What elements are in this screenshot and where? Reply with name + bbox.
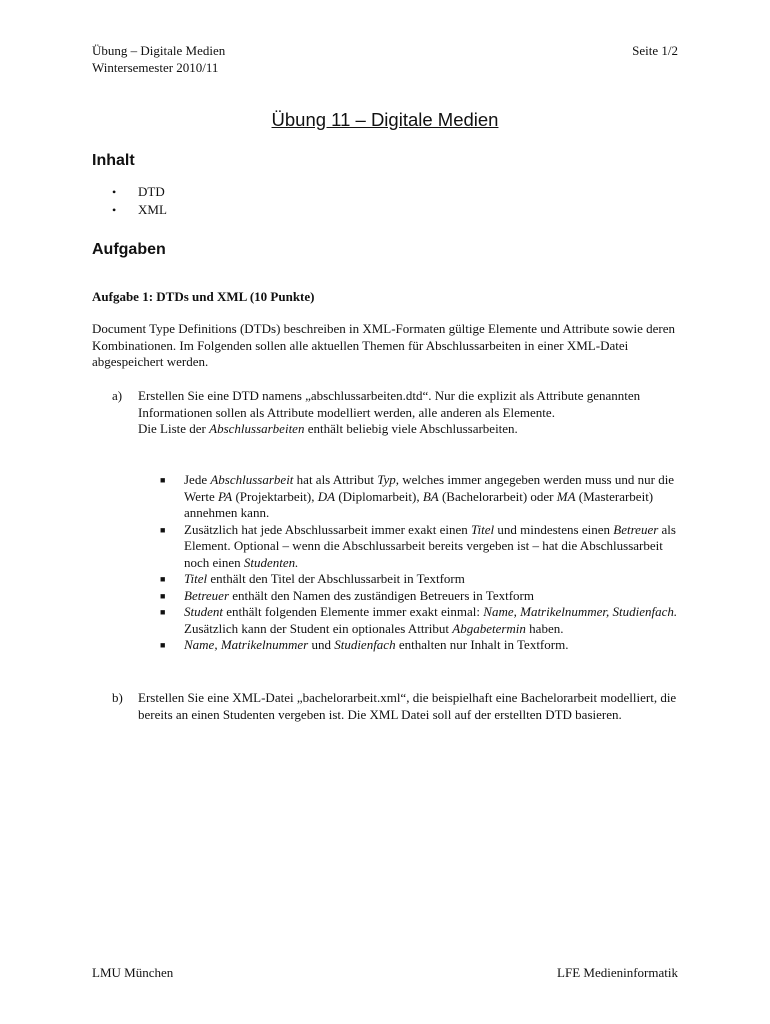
item-label: b) [112,690,123,705]
inhalt-list [112,184,167,220]
requirement-text: Betreuer enthält den Namen des zuständigen Betreuers in Textform [184,587,534,603]
task-item-a [112,388,692,438]
header-semester: Wintersemester 2010/11 [92,59,219,75]
requirements-list [160,472,680,654]
item-a-text: Erstellen Sie eine DTD namens „abschlussarbeiten.dtd“. Nur die explizit als Attribute genannten Informationen sollen als Attribute modelliert werden, alle anderen als Elemente. [138,388,641,420]
requirement-text: Titel enthält den Titel der Abschlussarbeit in Textform [184,571,465,586]
task-item-b [112,690,692,723]
header-course [92,43,225,76]
bullet-icon: • [112,185,117,199]
list-item [112,184,167,202]
requirement-text: Student enthält folgenden Elemente immer exakt einmal: Name, Matrikelnummer, Studienfach. Zusätzlich kann der Student ein optionales Attribut Abgabetermin haben. [184,604,678,636]
item-a-body [138,388,692,438]
list-item [160,637,680,654]
bullet-icon: • [112,203,117,217]
list-item [160,472,680,522]
requirement-text: Jede Abschlussarbeit hat als Attribut Typ, welches immer angegeben werden muss und nur die Werte PA (Projektarbeit), DA (Diplomarbeit), BA (Bachelorarbeit) oder MA (Masterarbeit) annehmen kann. [184,472,675,520]
heading-inhalt: Inhalt [92,152,135,169]
header-course-title: Übung – Digitale Medien [92,43,226,58]
square-bullet-icon: ■ [160,524,166,535]
square-bullet-icon: ■ [160,640,166,650]
list-item [160,522,680,572]
item-b-text: Erstellen Sie eine XML-Datei „bachelorarbeit.xml“, die beispielhaft eine Bachelorarbeit modelliert, die bereits an einen Studenten vergeben ist. Die XML Datei soll auf der erstellten DTD basieren. [138,690,677,722]
requirement-text: Zusätzlich hat jede Abschlussarbeit immer exakt einen Titel und mindestens einen Betreuer als Element. Optional – wenn die Abschlussarbeit bereits vergeben ist – hat die Abschlussarbeit noch einen Studenten. [184,521,676,570]
item-a-list-note: Die Liste der Abschlussarbeiten enthält beliebig viele Abschlussarbeiten. [138,421,518,436]
square-bullet-icon: ■ [160,590,166,601]
task-intro: Document Type Definitions (DTDs) beschreiben in XML-Formaten gültige Elemente und Attribute sowie deren Kombinationen. Im Folgenden sollen alle aktuellen Themen für Abschlussarbeiten in einer XML-Datei abgespeichert werden. [92,321,675,369]
requirement-text: Name, Matrikelnummer und Studienfach enthalten nur Inhalt in Textform. [184,637,569,652]
page-title: Übung 11 – Digitale Medien [271,109,499,130]
list-item [160,571,680,588]
task-title: Aufgabe 1: DTDs und XML (10 Punkte) [92,289,315,304]
footer-department: LFE Medieninformatik [557,965,678,980]
list-item [160,604,680,637]
list-item-label: DTD [138,184,165,199]
header-page-number: Seite 1/2 [632,43,678,58]
footer-university: LMU München [92,965,174,980]
list-item [160,588,680,605]
list-item-label: XML [138,202,167,217]
heading-aufgaben: Aufgaben [92,241,166,258]
item-label: a) [112,388,123,403]
square-bullet-icon: ■ [160,574,166,584]
list-item [112,202,167,220]
square-bullet-icon: ■ [160,475,166,485]
square-bullet-icon: ■ [160,607,166,617]
